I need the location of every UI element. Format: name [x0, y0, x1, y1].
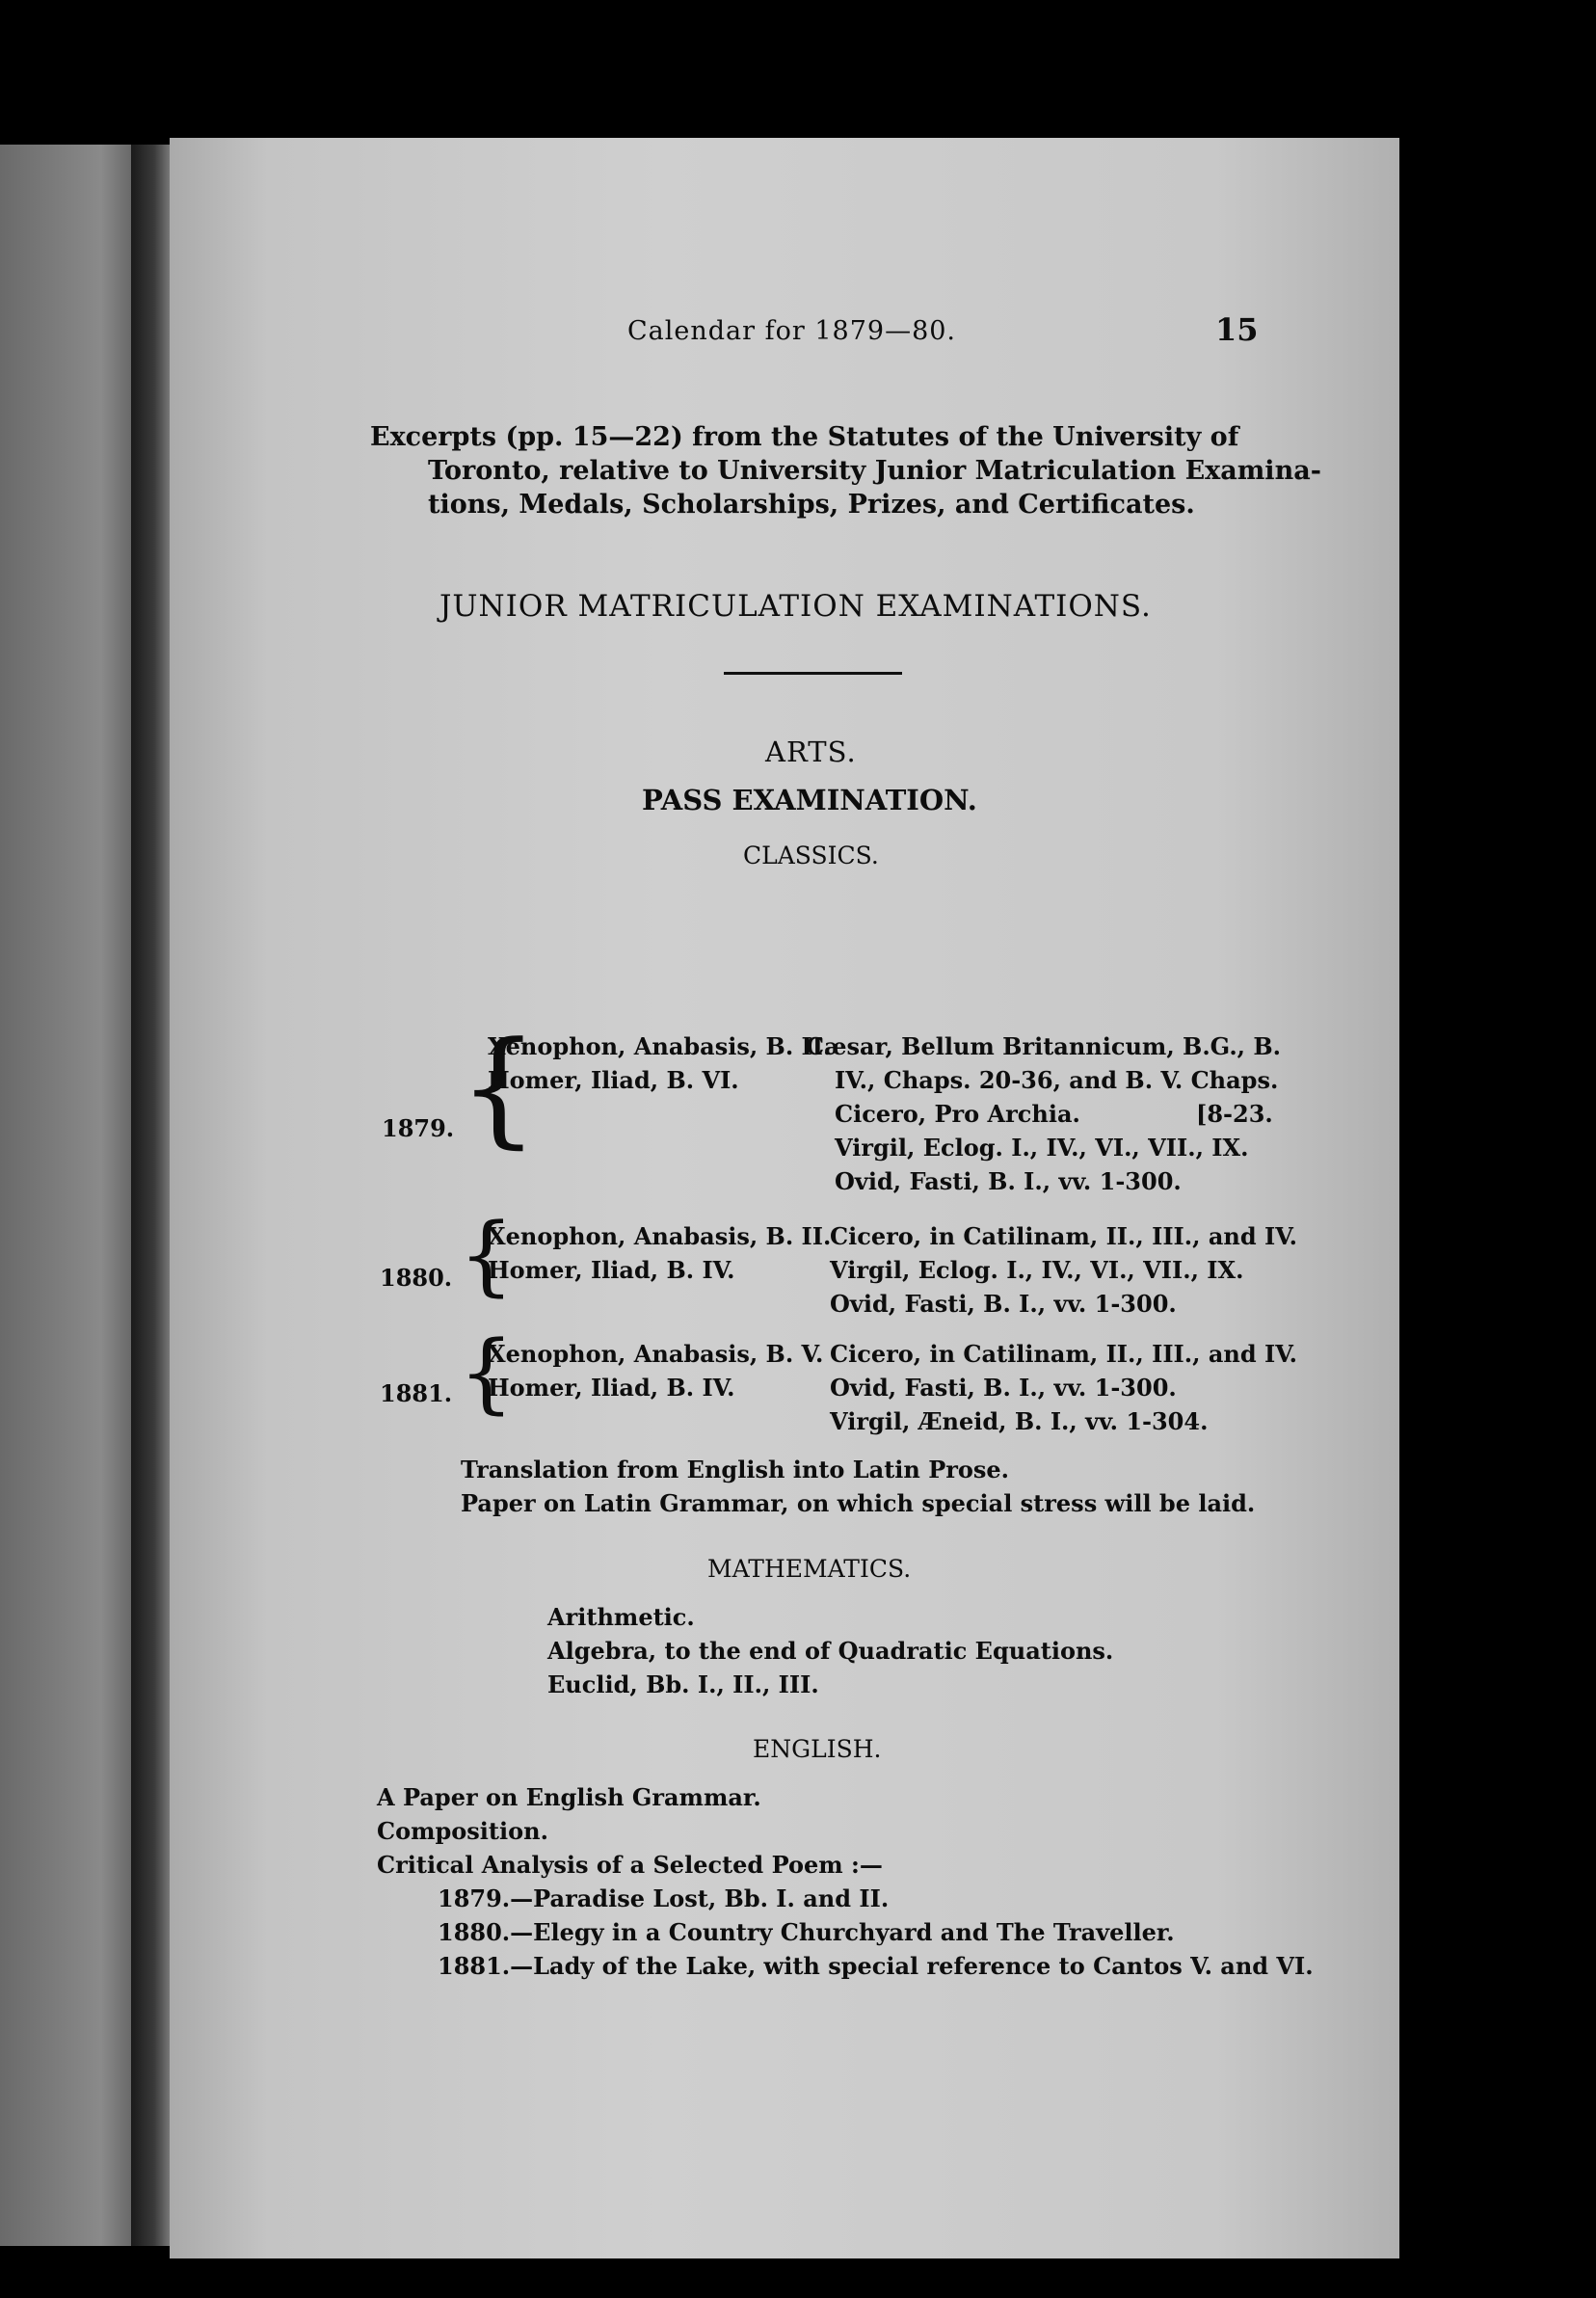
- book-spine: [131, 145, 170, 2246]
- latin-author: Virgil, Æneid, B. I., vv. 1-304.: [830, 1407, 1209, 1435]
- latin-author: Ovid, Fasti, B. I., vv. 1-300.: [835, 1167, 1182, 1195]
- greek-author: Xenophon, Anabasis, B. V.: [488, 1340, 824, 1368]
- latin-author: Cicero, in Catilinam, II., III., and IV.: [830, 1222, 1297, 1250]
- arts-heading: ARTS.: [765, 735, 857, 768]
- pass-examination-heading: PASS EXAMINATION.: [642, 784, 977, 816]
- year-label: 1880.: [380, 1264, 453, 1292]
- math-item: Arithmetic.: [547, 1603, 695, 1631]
- classics-heading: CLASSICS.: [743, 842, 879, 869]
- latin-author: Ovid, Fasti, B. I., vv. 1-300.: [830, 1290, 1177, 1318]
- excerpt-line: Excerpts (pp. 15—22) from the Statutes of the University of: [370, 422, 1239, 452]
- divider-rule: [724, 672, 902, 675]
- poem-item: 1879.—Paradise Lost, Bb. I. and II.: [438, 1884, 890, 1912]
- latin-author: Virgil, Eclog. I., IV., VI., VII., IX.: [835, 1134, 1249, 1162]
- latin-author: Ovid, Fasti, B. I., vv. 1-300.: [830, 1374, 1177, 1402]
- facing-page-edge: [0, 145, 145, 2246]
- mathematics-heading: MATHEMATICS.: [707, 1555, 912, 1583]
- year-label: 1881.: [380, 1379, 453, 1407]
- greek-author: Homer, Iliad, B. IV.: [488, 1256, 735, 1284]
- math-item: Euclid, Bb. I., II., III.: [547, 1670, 819, 1698]
- math-item: Algebra, to the end of Quadratic Equations.: [547, 1637, 1114, 1665]
- year-label: 1879.: [382, 1114, 455, 1142]
- greek-author: Xenophon, Anabasis, B. II.: [488, 1222, 832, 1250]
- greek-author: Homer, Iliad, B. IV.: [488, 1374, 735, 1402]
- latin-author: Cæsar, Bellum Britannicum, B.G., B.: [806, 1032, 1282, 1060]
- classics-extra: Paper on Latin Grammar, on which special stress will be laid.: [461, 1489, 1256, 1517]
- brace-symbol: {: [459, 1323, 515, 1424]
- page-number: 15: [1215, 311, 1259, 348]
- latin-author: Cicero, in Catilinam, II., III., and IV.: [830, 1340, 1297, 1368]
- classics-extra: Translation from English into Latin Prose.: [461, 1456, 1010, 1483]
- latin-note: [8-23.: [1196, 1100, 1273, 1128]
- english-heading: ENGLISH.: [753, 1735, 882, 1763]
- poem-item: 1880.—Elegy in a Country Churchyard and The Traveller.: [438, 1918, 1175, 1946]
- running-header: Calendar for 1879—80.: [627, 316, 957, 346]
- latin-author: Virgil, Eclog. I., IV., VI., VII., IX.: [830, 1256, 1244, 1284]
- english-item: Composition.: [377, 1817, 548, 1845]
- document-page: [170, 138, 1399, 2258]
- section-title: JUNIOR MATRICULATION EXAMINATIONS.: [439, 589, 1152, 624]
- poem-item: 1881.—Lady of the Lake, with special reference to Cantos V. and VI.: [438, 1952, 1314, 1980]
- brace-symbol: {: [459, 1014, 539, 1161]
- greek-author: Xenophon, Anabasis, B. II.: [488, 1032, 832, 1060]
- latin-author: IV., Chaps. 20-36, and B. V. Chaps.: [835, 1066, 1279, 1094]
- greek-author: Homer, Iliad, B. VI.: [488, 1066, 739, 1094]
- excerpt-line: Toronto, relative to University Junior Matriculation Examina-: [428, 456, 1321, 486]
- english-item: Critical Analysis of a Selected Poem :—: [377, 1851, 883, 1879]
- english-item: A Paper on English Grammar.: [377, 1783, 761, 1811]
- excerpt-line: tions, Medals, Scholarships, Prizes, and Certificates.: [428, 490, 1195, 520]
- brace-symbol: {: [459, 1205, 515, 1306]
- latin-author: Cicero, Pro Archia.: [835, 1100, 1080, 1128]
